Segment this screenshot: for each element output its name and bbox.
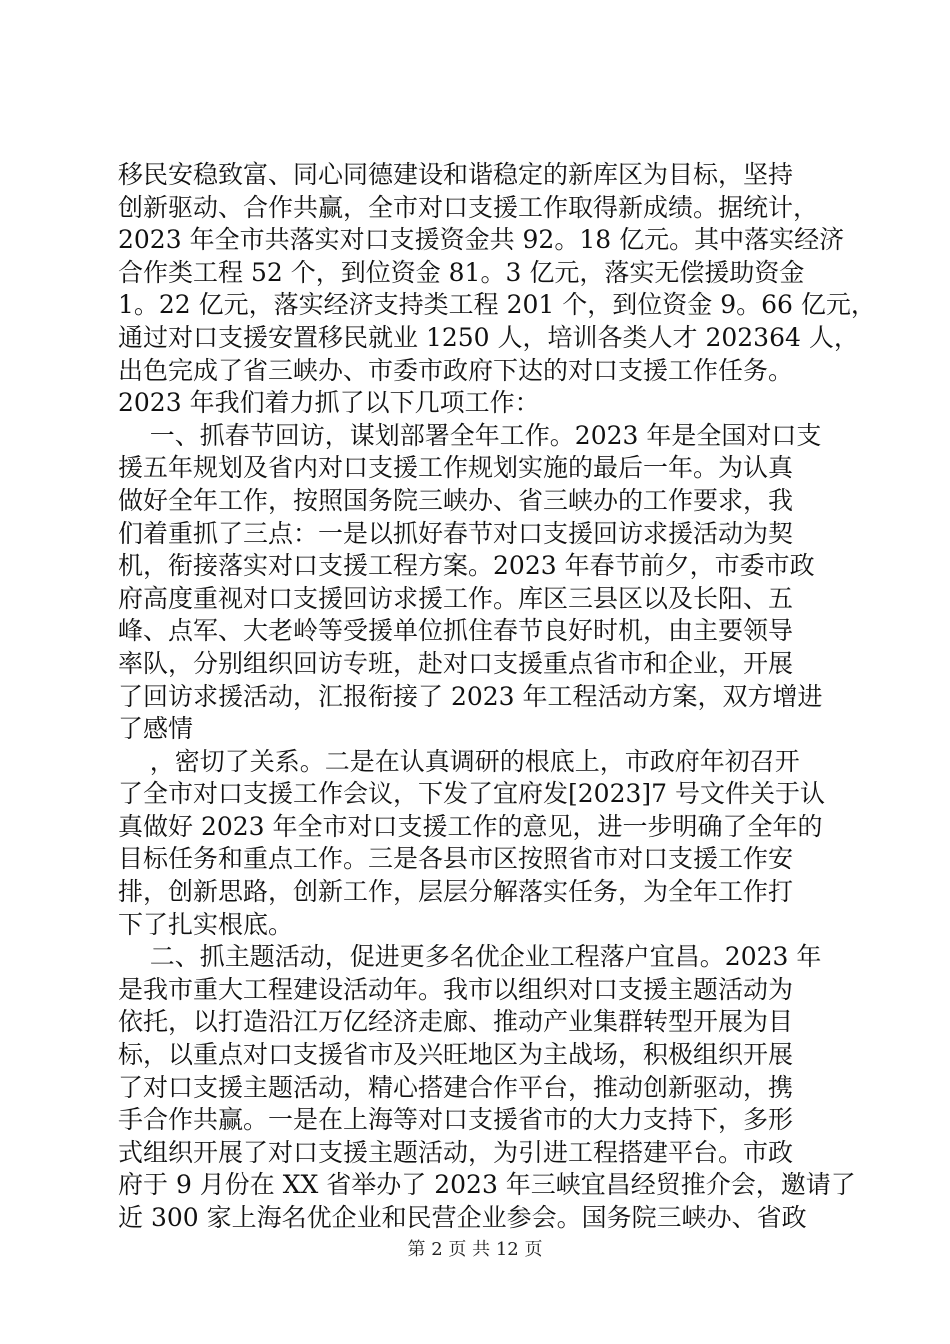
text-line: ，密切了关系。二是在认真调研的根底上，市政府年初召开 (118, 746, 800, 776)
text-line: 目标任务和重点工作。三是各县市区按照省市对口支援工作安 (118, 844, 794, 874)
text-line: 峰、点军、大老岭等受援单位抓住春节良好时机，由主要领导 (118, 616, 794, 646)
text-line: 二、抓主题活动，促进更多名优企业工程落户宜昌。2023 年 (118, 942, 822, 972)
text-line: 府高度重视对口支援回访求援工作。库区三县区以及长阳、五 (118, 583, 794, 613)
text-line: 们着重抓了三点：一是以抓好春节对口支援回访求援活动为契 (118, 518, 794, 548)
text-line: 移民安稳致富、同心同德建设和谐稳定的新库区为目标，坚持 (118, 160, 794, 189)
text-line: 一、抓春节回访，谋划部署全年工作。2023 年是全国对口支 (118, 420, 822, 450)
text-line: 援五年规划及省内对口支援工作规划实施的最后一年。为认真 (118, 453, 794, 483)
text-line: 下了扎实根底。 (118, 909, 294, 939)
text-line: 是我市重大工程建设活动年。我市以组织对口支援主题活动为 (118, 974, 794, 1004)
text-line: 式组织开展了对口支援主题活动，为引进工程搭建平台。市政 (118, 1137, 794, 1167)
text-line: 机，衔接落实对口支援工程方案。2023 年春节前夕，市委市政 (118, 551, 815, 581)
text-line: 2023 年我们着力抓了以下几项工作： (118, 388, 540, 418)
text-line: 了感情 (118, 714, 194, 744)
text-line: 真做好 2023 年全市对口支援工作的意见，进一步明确了全年的 (118, 811, 823, 841)
text-line: 排，创新思路，创新工作，层层分解落实任务，为全年工作打 (118, 877, 794, 907)
text-line: 出色完成了省三峡办、市委市政府下达的对口支援工作任务。 (118, 355, 794, 385)
text-line: 做好全年工作，按照国务院三峡办、省三峡办的工作要求，我 (118, 485, 794, 515)
text-line: 了对口支援主题活动，精心搭建合作平台，推动创新驱动，携 (118, 1072, 794, 1102)
text-line: 率队，分别组织回访专班，赴对口支援重点省市和企业，开展 (118, 648, 794, 678)
text-line: 手合作共赢。一是在上海等对口支援省市的大力支持下，多形 (118, 1105, 794, 1135)
page-footer: 第 2 页 共 12 页 (407, 1239, 543, 1260)
document-body (118, 159, 876, 1235)
text-line: 合作类工程 52 个，到位资金 81。3 亿元，落实无偿援助资金 (118, 257, 805, 287)
text-line: 近 300 家上海名优企业和民营企业参会。国务院三峡办、省政 (118, 1203, 807, 1232)
text-line: 标，以重点对口支援省市及兴旺地区为主战场，积极组织开展 (118, 1040, 794, 1070)
text-line: 2023 年全市共落实对口支援资金共 92。18 亿元。其中落实经济 (118, 225, 845, 255)
text-line: 府于 9 月份在 XX 省举办了 2023 年三峡宜昌经贸推介会，邀请了 (118, 1170, 856, 1200)
text-line: 依托，以打造沿江万亿经济走廊、推动产业集群转型开展为目 (118, 1007, 794, 1037)
text-line: 通过对口支援安置移民就业 1250 人，培训各类人才 202364 人， (118, 322, 859, 352)
text-line: 了回访求援活动，汇报衔接了 2023 年工程活动方案，双方增进 (118, 681, 823, 711)
text-line: 1。22 亿元，落实经济支持类工程 201 个，到位资金 9。66 亿元， (118, 290, 876, 320)
text-line: 了全市对口支援工作会议，下发了宜府发[2023]7 号文件关于认 (118, 779, 825, 809)
text-line: 创新驱动、合作共赢，全市对口支援工作取得新成绩。据统计， (118, 192, 819, 222)
